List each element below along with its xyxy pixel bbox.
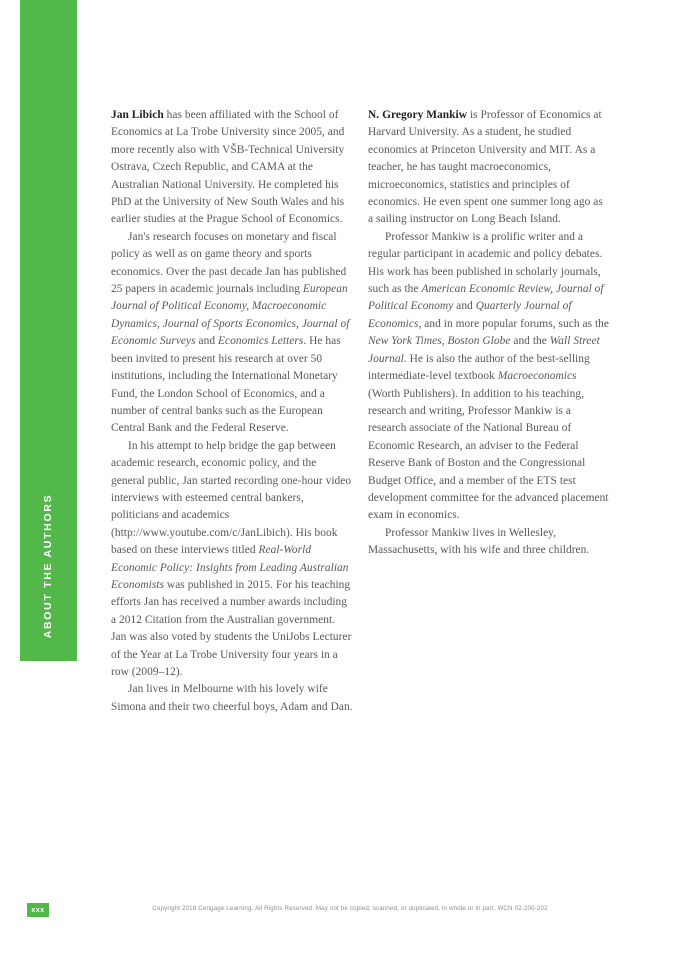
bio-text: . He is also the author of the best-selling intermediate-level textbook xyxy=(368,352,590,383)
about-the-authors-side-tab xyxy=(20,0,77,661)
author-name-jan-libich: Jan Libich xyxy=(111,109,164,121)
bio-text: Professor Mankiw lives in Wellesley, Massachusetts, with his wife and three children. xyxy=(368,526,590,557)
journal-title: Economics Letters xyxy=(218,335,304,348)
bio-text: In his attempt to help bridge the gap between academic research, economic policy, and the general public, Jan started recording one-hour video interviews with esteemed central bankers, politicians and academics (http://www.youtube.com/c/JanLibich). His book based on these interviews titled xyxy=(111,439,352,557)
journal-titles: American Economic Review, Journal of Political Economy xyxy=(368,283,604,313)
newspaper-title: Wall Street Journal xyxy=(368,335,600,365)
author-bio-n-gregory-mankiw xyxy=(368,107,610,716)
bio-paragraph xyxy=(111,681,353,716)
bio-paragraph xyxy=(368,525,610,560)
bio-text: . He has been invited to present his research at over 50 institutions, including the International Monetary Fund, the London School of Economics, and a number of central banks such as the European Central Bank and the Federal Reserve. xyxy=(111,335,341,435)
author-bios-columns xyxy=(111,107,616,716)
author-name-n-gregory-mankiw: N. Gregory Mankiw xyxy=(368,109,468,121)
bio-paragraph xyxy=(368,107,610,229)
copyright-notice: Copyright 2018 Cengage Learning. All Rights Reserved. May not be copied, scanned, or duplicated, in whole or in part. WCN 02-200-202 xyxy=(152,905,548,912)
newspaper-titles: New York Times, Boston Globe xyxy=(368,335,511,348)
bio-text: (Worth Publishers). In addition to his teaching, research and writing, Professor Mankiw is a research associate of the National Bureau of Economic Research, an adviser to the Federal Reserve Bank of Boston and the Congressional Budget Office, and a member of the ETS test development committee for the advanced placement exam in economics. xyxy=(368,387,609,522)
bio-text: Professor Mankiw is a prolific writer and a regular participant in academic and policy debates. His work has been published in scholarly journals, such as the xyxy=(368,230,603,296)
side-tab-label-wrapper xyxy=(20,471,77,661)
bio-text: , and in more popular forums, such as the xyxy=(418,317,610,330)
bio-text: and xyxy=(453,300,476,313)
journal-title: Quarterly Journal of Economics xyxy=(368,300,572,330)
page-number-badge: xxx xyxy=(27,903,49,917)
bio-paragraph xyxy=(111,229,353,438)
book-title: Real-World Economic Policy: Insights from Leading Australian Economists xyxy=(111,544,349,591)
journal-titles: European Journal of Political Economy, Macroeconomic Dynamics, Journal of Sports Economics, Journal of Economic Surveys xyxy=(111,283,350,348)
textbook-title: Macroeconomics xyxy=(497,370,577,383)
bio-paragraph xyxy=(368,229,610,525)
bio-paragraph xyxy=(111,107,353,229)
page-footer xyxy=(0,900,700,930)
bio-text: was published in 2015. For his teaching efforts Jan has received a number awards including a 2012 Citation from the Australian government. Jan was also voted by students the UniJobs Lecturer of the Year at La Trobe University four years in a row (2009–12). xyxy=(111,578,352,678)
bio-text: is Professor of Economics at Harvard University. As a student, he studied economics at Princeton University and MIT. As a teacher, he has taught macroeconomics, microeconomics, statistics and principles of economics. He even spent one summer long ago as a sailing instructor on Long Beach Island. xyxy=(368,109,603,226)
side-tab-label: ABOUT THE AUTHORS xyxy=(42,493,54,639)
bio-text: and the xyxy=(510,335,550,348)
bio-text: and xyxy=(195,335,219,348)
bio-paragraph xyxy=(111,438,353,682)
bio-text: Jan's research focuses on monetary and fiscal policy as well as on game theory and sports economics. Over the past decade Jan has published 25 papers in academic journals including xyxy=(111,230,347,296)
bio-text: Jan lives in Melbourne with his lovely wife Simona and their two cheerful boys, Adam and Dan. xyxy=(111,683,353,713)
bio-text: has been affiliated with the School of Economics at La Trobe University since 2005, and more recently also with VŠB-Technical University Ostrava, Czech Republic, and CAMA at the Australian National University. He completed his PhD at the University of New South Wales and his earlier studies at the Prague School of Economics. xyxy=(111,109,345,226)
author-bio-jan-libich xyxy=(111,107,353,716)
